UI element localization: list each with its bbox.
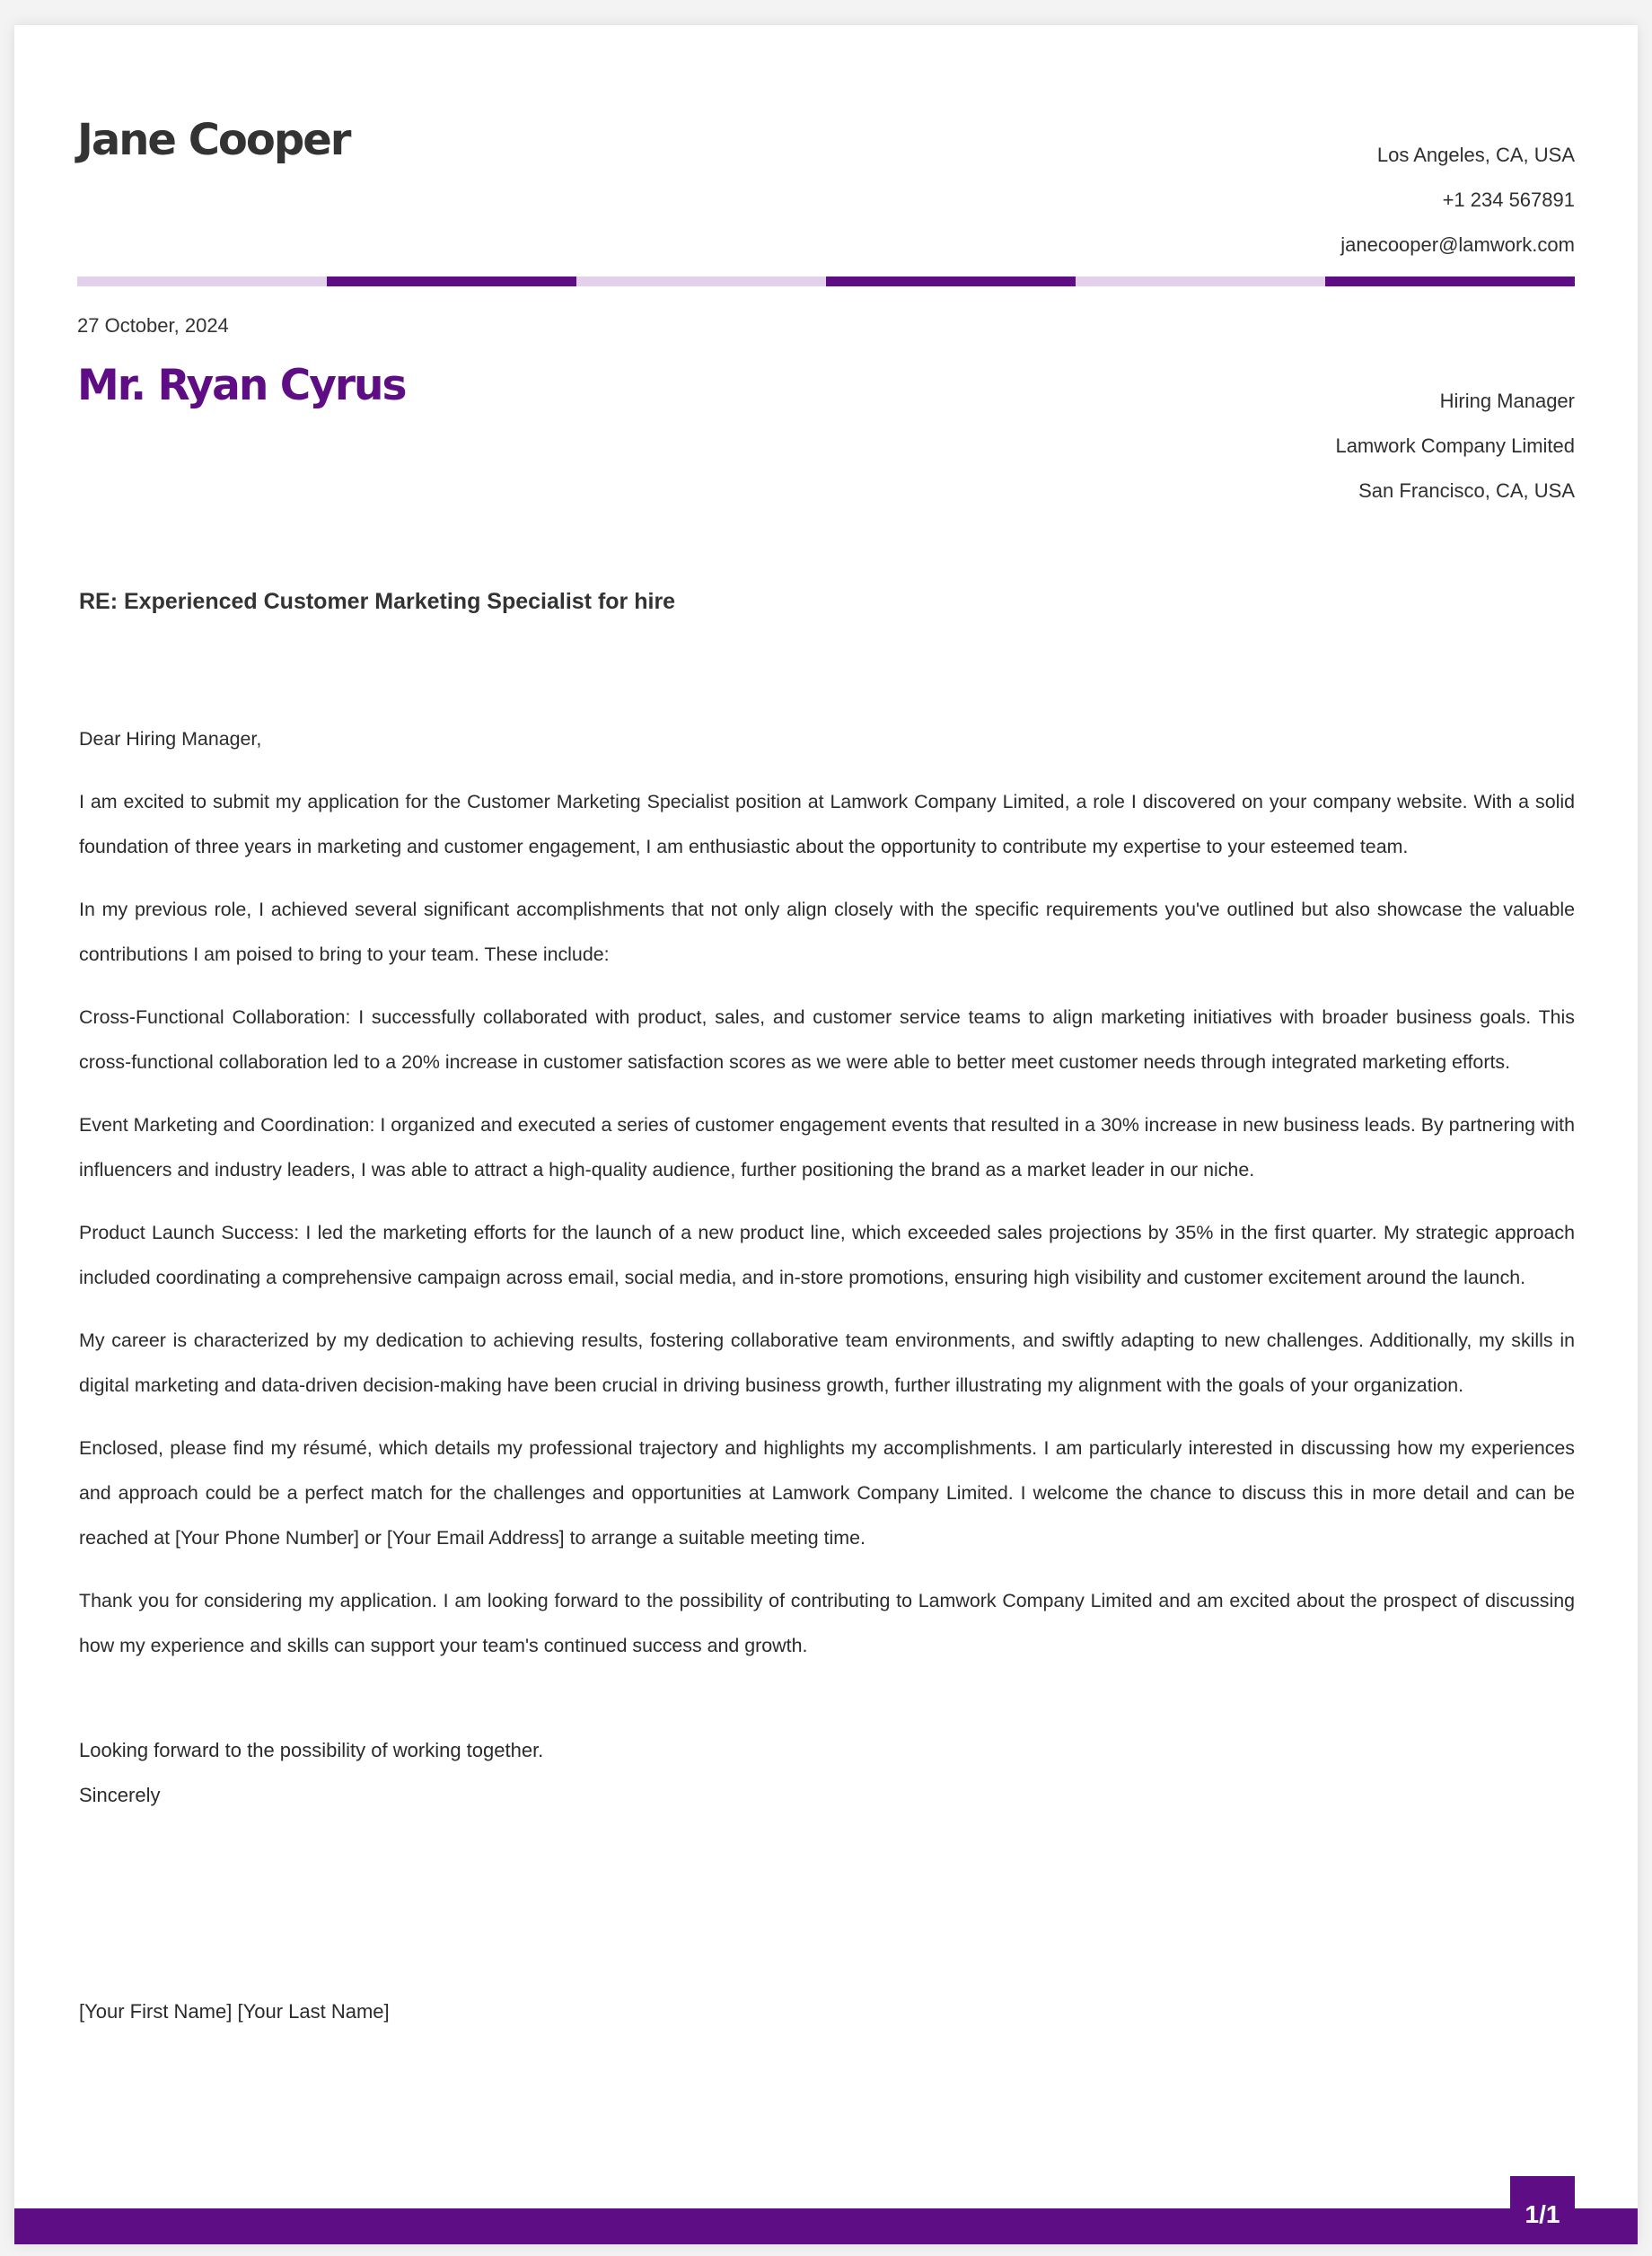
signoff: Sincerely — [79, 1784, 161, 1806]
letter-body — [79, 716, 1575, 1686]
divider-segment — [1325, 277, 1575, 286]
body-paragraph: In my previous role, I achieved several significant accomplishments that not only align closely with the specific requirements you've outlined but also showcase the valuable contributions I am poised to bring to your team. These include: — [79, 899, 1575, 965]
recipient-location: San Francisco, CA, USA — [1358, 479, 1575, 502]
greeting: Dear Hiring Manager, — [79, 728, 262, 750]
closing — [79, 1728, 543, 1818]
recipient-company: Lamwork Company Limited — [1335, 435, 1575, 457]
footer-bar — [14, 2208, 1638, 2244]
letter-date: 27 October, 2024 — [77, 314, 229, 337]
recipient-info — [1335, 379, 1575, 514]
signature: [Your First Name] [Your Last Name] — [79, 2000, 390, 2023]
recipient-title: Hiring Manager — [1439, 390, 1575, 412]
body-paragraph: Cross-Functional Collaboration: I successfully collaborated with product, sales, and customer service teams to align marketing initiatives with broader business goals. This cross-functional collaboration led to a 20% increase in customer satisfaction scores as we were able to better meet customer needs through integrated marketing efforts. — [79, 1006, 1575, 1073]
page-number: 1/1 — [1510, 2176, 1575, 2244]
letter-page — [14, 25, 1638, 2244]
sender-email: janecooper@lamwork.com — [1340, 233, 1575, 256]
sender-name: Jane Cooper — [77, 115, 350, 165]
sender-location: Los Angeles, CA, USA — [1376, 144, 1575, 166]
body-paragraph: My career is characterized by my dedication to achieving results, fostering collaborative team environments, and swiftly adapting to new challenges. Additionally, my skills in digital marketing and data-driven decision-making have been crucial in driving business growth, further illustrating my alignment with the goals of your organization. — [79, 1330, 1575, 1396]
closing-line: Looking forward to the possibility of working together. — [79, 1739, 544, 1761]
letter-content — [77, 25, 1575, 2244]
header-divider — [77, 277, 1575, 286]
body-paragraph: Enclosed, please find my résumé, which details my professional trajectory and highlights my accomplishments. I am particularly interested in discussing how my experiences and approach could be a perfect match for the challenges and opportunities at Lamwork Company Limited. I welcome the chance to discuss this in more detail and can be reached at [Your Phone Number] or [Your Email Address] to arrange a suitable meeting time. — [79, 1437, 1575, 1549]
body-paragraph: I am excited to submit my application for the Customer Marketing Specialist position at Lamwork Company Limited, a role I discovered on your company website. With a solid foundation of three years in marketing and customer engagement, I am enthusiastic about the opportunity to contribute my expertise to your esteemed team. — [79, 791, 1575, 857]
body-paragraph: Thank you for considering my application. I am looking forward to the possibility of contributing to Lamwork Company Limited and am excited about the prospect of discussing how my experience and skills can support your team's continued success and growth. — [79, 1590, 1575, 1656]
divider-segment — [1076, 277, 1325, 286]
body-paragraph: Event Marketing and Coordination: I organized and executed a series of customer engagement events that resulted in a 30% increase in new business leads. By partnering with influencers and industry leaders, I was able to attract a high-quality audience, further positioning the brand as a market leader in our niche. — [79, 1114, 1575, 1181]
body-paragraph: Product Launch Success: I led the marketing efforts for the launch of a new product line, which exceeded sales projections by 35% in the first quarter. My strategic approach included coordinating a comprehensive campaign across email, social media, and in-store promotions, ensuring high visibility and customer excitement around the launch. — [79, 1222, 1575, 1288]
recipient-name: Mr. Ryan Cyrus — [77, 361, 406, 410]
divider-segment — [826, 277, 1076, 286]
sender-phone: +1 234 567891 — [1442, 189, 1575, 211]
divider-segment — [327, 277, 576, 286]
divider-segment — [576, 277, 826, 286]
divider-segment — [77, 277, 327, 286]
letter-subject: RE: Experienced Customer Marketing Specialist for hire — [79, 589, 676, 614]
sender-contact — [1340, 133, 1575, 268]
